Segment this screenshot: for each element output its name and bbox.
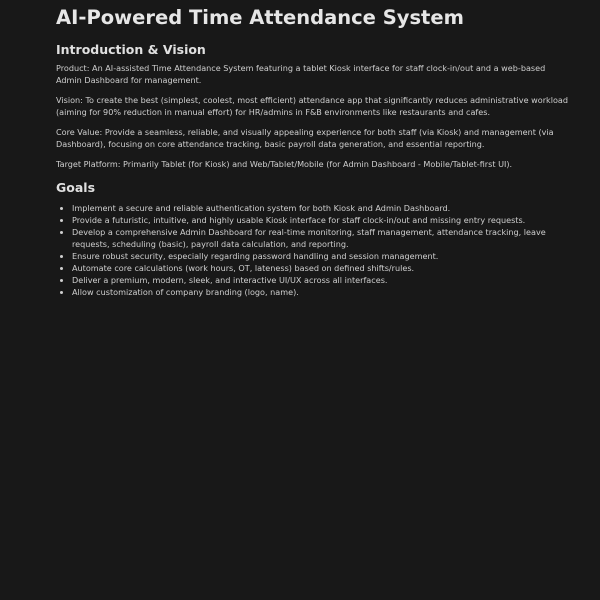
section-heading-goals: Goals <box>56 180 96 195</box>
goal-item: • Implement a secure and reliable authentication system for both Kiosk and Admin Dashboard. <box>72 202 570 214</box>
intro-paragraph-vision: Vision: To create the best (simplest, coolest, most efficient) attendance app that significantly reduces administrative workload (aiming for 90% reduction in manual effort) for HR/admins in F&B environments like restaurants and cafes. <box>56 95 569 117</box>
goal-item: • Automate core calculations (work hours, OT, lateness) based on defined shifts/rules. <box>72 262 570 274</box>
intro-paragraph-product: Product: An AI-assisted Time Attendance System featuring a tablet Kiosk interface for staff clock-in/out and a web-based Admin Dashboard for management. <box>56 63 546 85</box>
goals-list <box>56 202 570 298</box>
section-heading-intro: Introduction & Vision <box>56 42 206 57</box>
intro-paragraph-core-value: Core Value: Provide a seamless, reliable, and visually appealing experience for both staff (via Kiosk) and management (via Dashboard), focusing on core attendance tracking, basic payroll data generation, and essential reporting. <box>56 127 554 149</box>
goal-item: • Ensure robust security, especially regarding password handling and session management. <box>72 250 570 262</box>
goal-item: • Allow customization of company branding (logo, name). <box>72 286 570 298</box>
goal-item: • Provide a futuristic, intuitive, and highly usable Kiosk interface for staff clock-in/out and missing entry requests. <box>72 214 570 226</box>
goal-item: • Develop a comprehensive Admin Dashboard for real-time monitoring, staff management, attendance tracking, leave requests, scheduling (basic), payroll data calculation, and reporting. <box>72 226 570 250</box>
intro-paragraph-target-platform: Target Platform: Primarily Tablet (for Kiosk) and Web/Tablet/Mobile (for Admin Dashboard - Mobile/Tablet-first UI). <box>56 159 513 169</box>
goal-item: • Deliver a premium, modern, sleek, and interactive UI/UX across all interfaces. <box>72 274 570 286</box>
page-title: AI-Powered Time Attendance System <box>56 6 464 29</box>
